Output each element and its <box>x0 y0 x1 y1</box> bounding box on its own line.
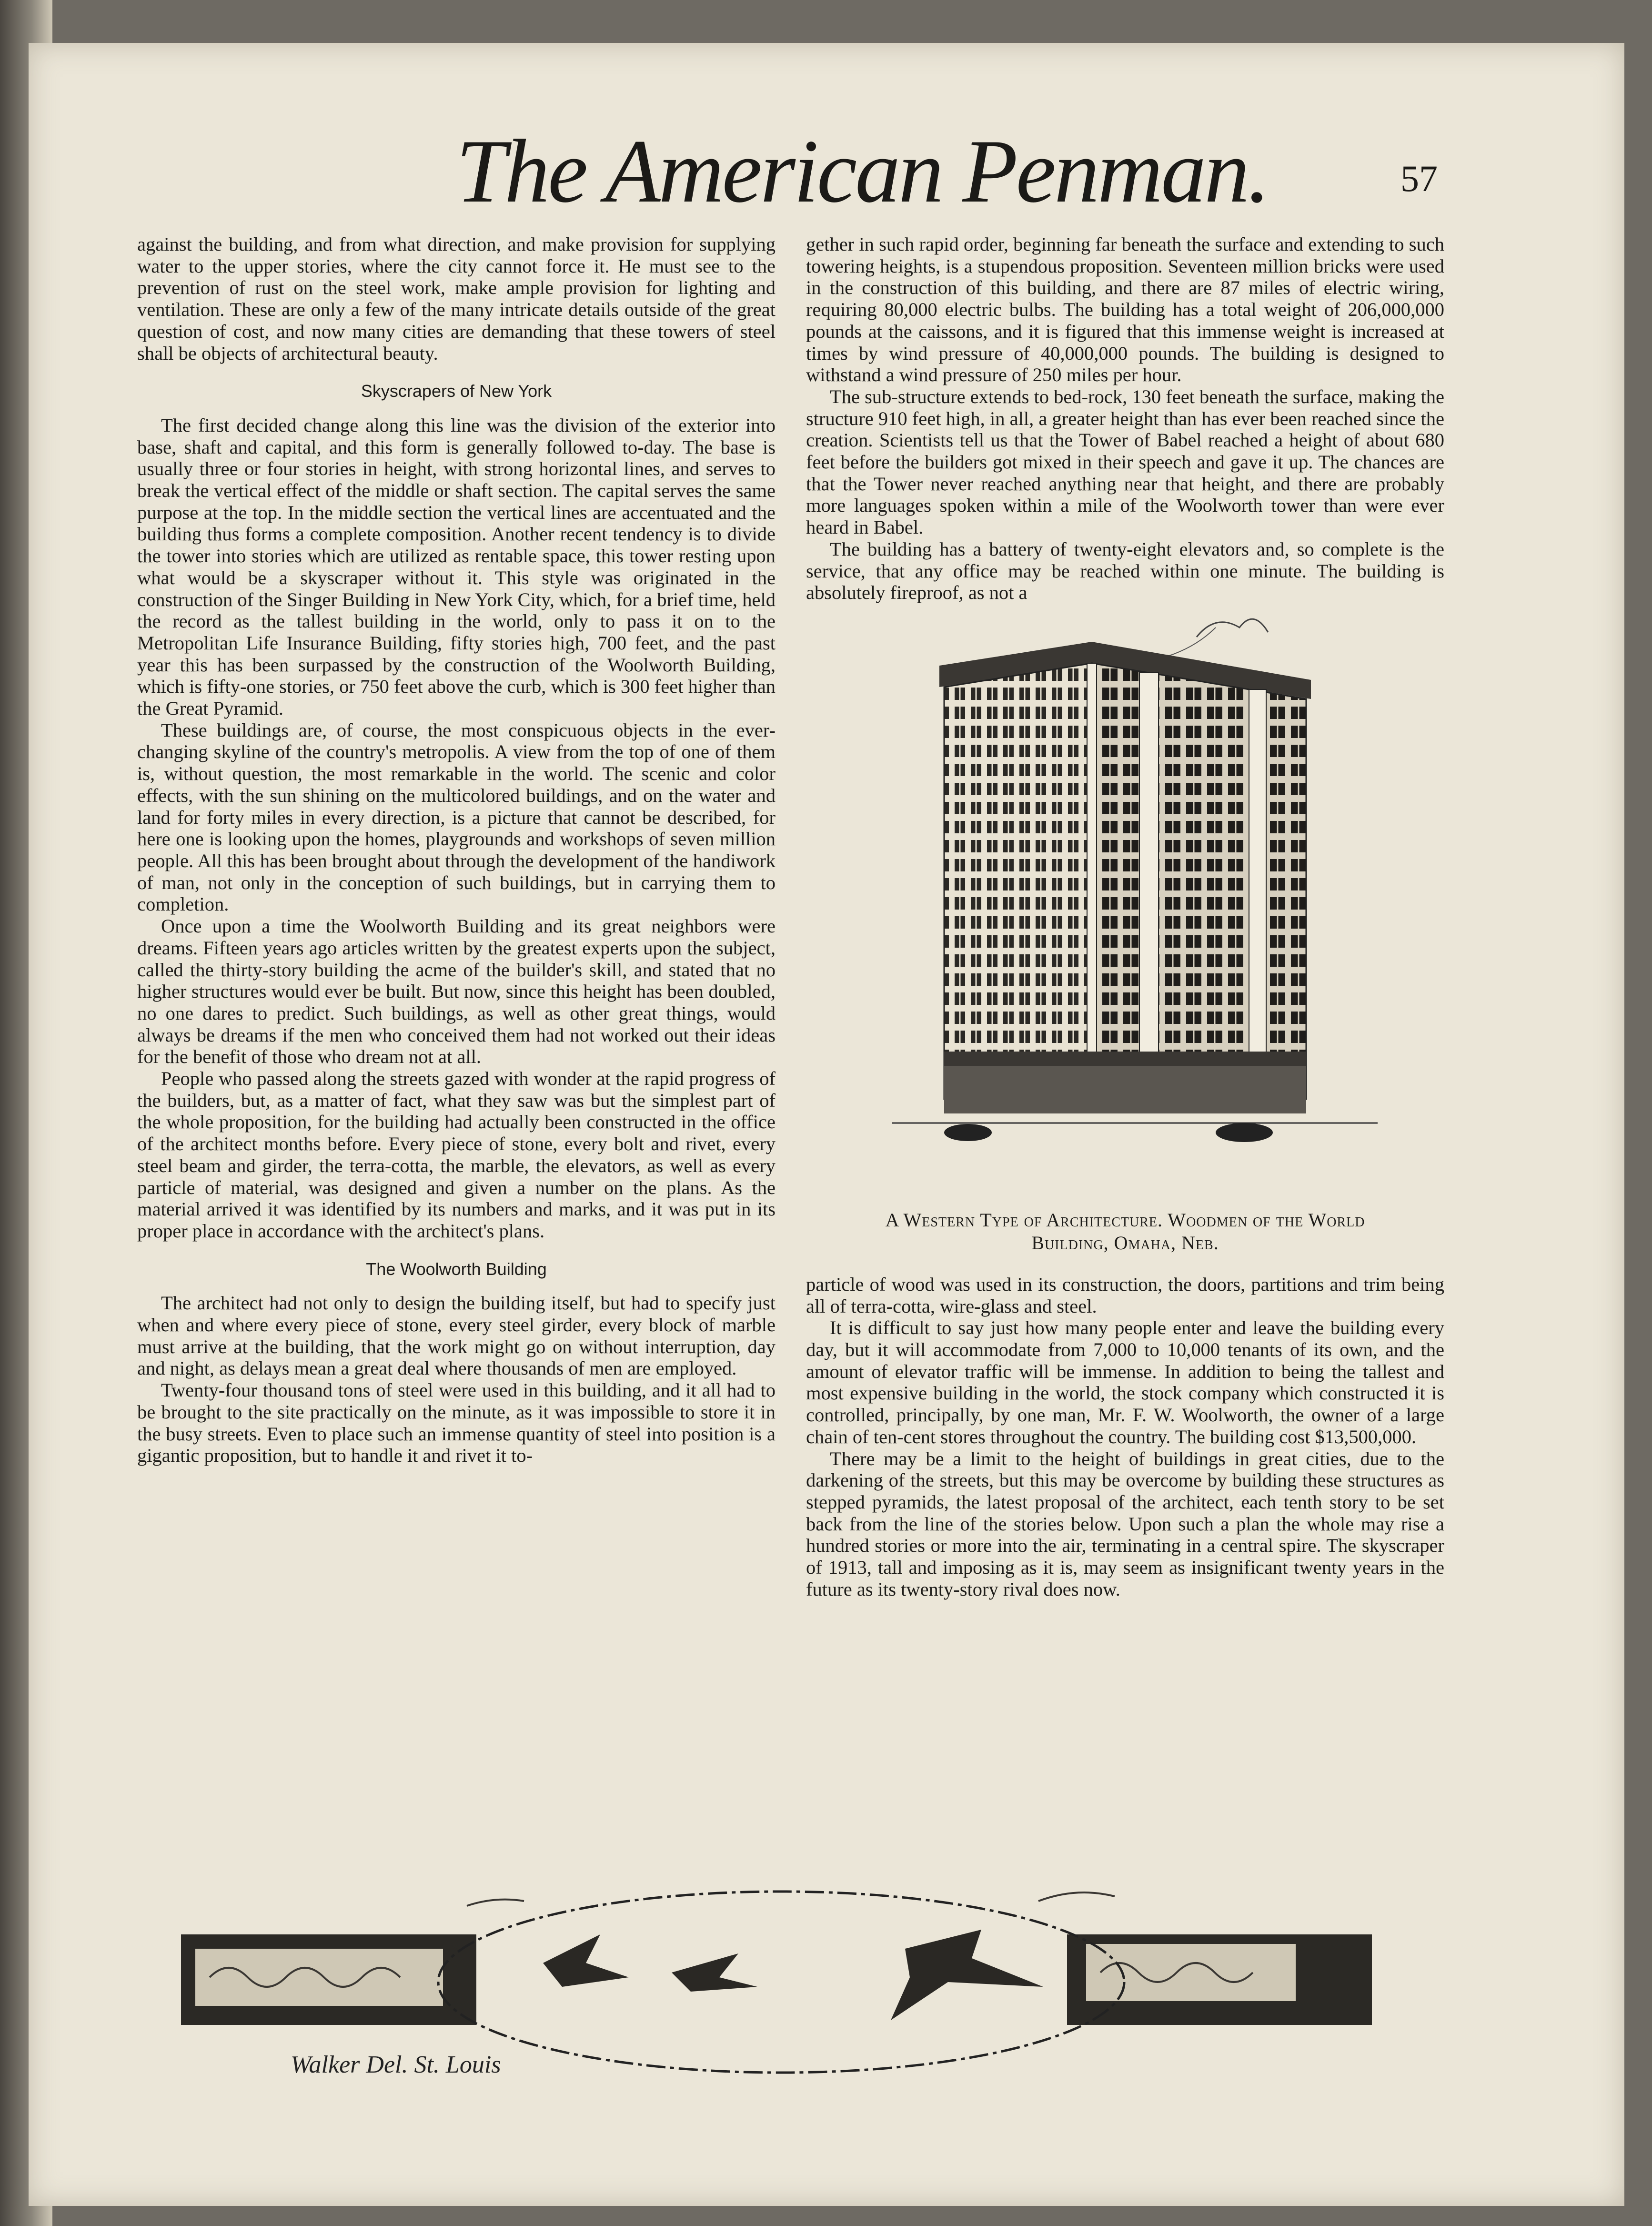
figure-caption <box>806 1209 1444 1255</box>
paragraph: Twenty-four thousand tons of steel were used in this building, and it all had to be brought to the site practically on the minute, as it was impossible to store it in the busy streets. Even to place such an immense quantity of steel into position is a gigantic proposition, but to handle it and rivet it to- <box>137 1379 776 1467</box>
caption-line: A Western Type of Architecture. Woodmen of the World <box>885 1209 1365 1231</box>
paragraph: The first decided change along this line was the division of the exterior into base, shaft and capital, and this form is generally followed to-day. The base is usually three or four stories in height, with strong horizontal lines, and serves to break the vertical effect of the middle or shaft section. The capital serves the same purpose at the top. In the middle section the vertical lines are accentuated and the building thus forms a complete composition. Another recent tendency is to divide the tower into stories which are utilized as rentable space, this tower resting upon what would be a skyscraper without it. This style was originated in the construction of the Singer Building in New York City, which, for a brief time, held the record as the tallest building in the world, only to pass it on to the Metropolitan Life Insurance Building, fifty stories high, 700 feet, and the past year this has been surpassed by the construction of the Woolworth Building, which is fifty-one stories, or 750 feet above the curb, which is 300 feet higher than the Great Pyramid. <box>137 414 776 719</box>
masthead-title: The American Penman. <box>456 121 1269 222</box>
paragraph: against the building, and from what direction, and make provision for supplying water to the upper stories, where the city cannot force it. He must see to the prevention of rust on the steel work, make ample provision for lighting and ventilation. These are only a few of the many intricate details outside of the great question of cost, and now many cities are demanding that these towers of steel shall be objects of architectural beauty. <box>137 233 776 364</box>
paragraph: The architect had not only to design the building itself, but had to specify just when and where every piece of stone, every steel girder, every block of marble must arrive at the building, that the work might go on without interruption, day and night, as delays mean a great deal where thousands of men are employed. <box>137 1292 776 1379</box>
building-illustration <box>806 608 1444 1209</box>
right-column <box>806 233 1444 1600</box>
paragraph: Once upon a time the Woolworth Building and its great neighbors were dreams. Fifteen years ago articles written by the greatest experts upon the subject, called the thirty-story building the acme of the builder's skill, and stated that no higher structures would ever be built. But now, since this height has been doubled, no one dares to predict. Such buildings, as well as other great things, would always be dreams if the men who conceived them had not worked out their ideas for the benefit of those who dream not at all. <box>137 915 776 1068</box>
paragraph: particle of wood was used in its construction, the doors, partitions and trim being all of terra-cotta, wire-glass and steel. <box>806 1273 1444 1317</box>
page-number: 57 <box>1400 158 1438 199</box>
artist-signature: Walker Del. St. Louis <box>291 2051 501 2078</box>
paragraph: These buildings are, of course, the most conspicuous objects in the ever-changing skyline of the country's metropolis. A view from the top of one of them is, without question, the most remarkable in the world. The scenic and color effects, with the sun shining on the multicolored buildings, and on the water and land for forty miles in every direction, is a picture that cannot be described, for here one is looking upon the homes, playgrounds and workshops of seven million people. All this has been brought about through the development of the handiwork of man, not only in the conception of such buildings, but in carrying them to completion. <box>137 719 776 915</box>
section-heading: The Woolworth Building <box>366 1259 547 1279</box>
paragraph: The sub-structure extends to bed-rock, 130 feet beneath the surface, making the structure 910 feet high, in all, a greater height than has ever been reached since the creation. Scientists tell us that the Tower of Babel reached a height of about 680 feet before the builders got mixed in their speech and gave it up. The chances are that the Tower never reached anything near that height, and there are probably more languages spoken within a mile of the Woolworth tower than were ever heard in Babel. <box>806 385 1444 538</box>
paragraph: It is difficult to say just how many people enter and leave the building every day, but it will accommodate from 7,000 to 10,000 tenants of its own, and the amount of elevator traffic will be immense. In addition to being the tallest and most expensive building in the world, the stock company which constructed it is controlled, principally, by one man, Mr. F. W. Woolworth, the owner of a large chain of ten-cent stores throughout the country. The building cost $13,500,000. <box>806 1317 1444 1447</box>
section-heading: Skyscrapers of New York <box>361 381 552 401</box>
paragraph: gether in such rapid order, beginning far beneath the surface and extending to such towering heights, is a stupendous proposition. Seventeen million bricks were used in the construction of this building, and there are 87 miles of electric wiring, requiring 80,000 electric bulbs. The building has a total weight of 206,000,000 pounds at the caissons, and it is figured that this immense weight is increased at times by wind pressure of 40,000,000 pounds. The building is designed to withstand a wind pressure of 250 miles per hour. <box>806 233 1444 386</box>
paragraph: The building has a battery of twenty-eight elevators and, so complete is the service, that any office may be reached within one minute. The building is absolutely fireproof, as not a <box>806 538 1444 604</box>
ornamental-footer-icon <box>181 1882 1381 2096</box>
skyscraper-drawing-icon <box>806 608 1444 1209</box>
left-column <box>137 233 776 1467</box>
paragraph: There may be a limit to the height of buildings in great cities, due to the darkening of the streets, but this may be overcome by building these structures as stepped pyramids, the latest proposal of the architect, each tenth story to be set back from the line of the stories below. Upon such a plan the whole may rise a hundred stories or more into the air, terminating in a central spire. The skyscraper of 1913, tall and imposing as it is, may seem as insignificant twenty years in the future as its twenty-story rival does now. <box>806 1447 1444 1600</box>
paragraph: People who passed along the streets gazed with wonder at the rapid progress of the builders, but, as a matter of fact, what they saw was but the simplest part of the whole proposition, for the building had actually been constructed in the office of the architect months before. Every piece of stone, every bolt and rivet, every steel beam and girder, the terra-cotta, the marble, the elevators, as well as every particle of material, was designed and given a number on the plans. As the material arrived it was identified by its numbers and marks, and it was put in its proper place in accordance with the architect's plans. <box>137 1068 776 1242</box>
caption-line: Building, Omaha, Neb. <box>1031 1232 1219 1254</box>
